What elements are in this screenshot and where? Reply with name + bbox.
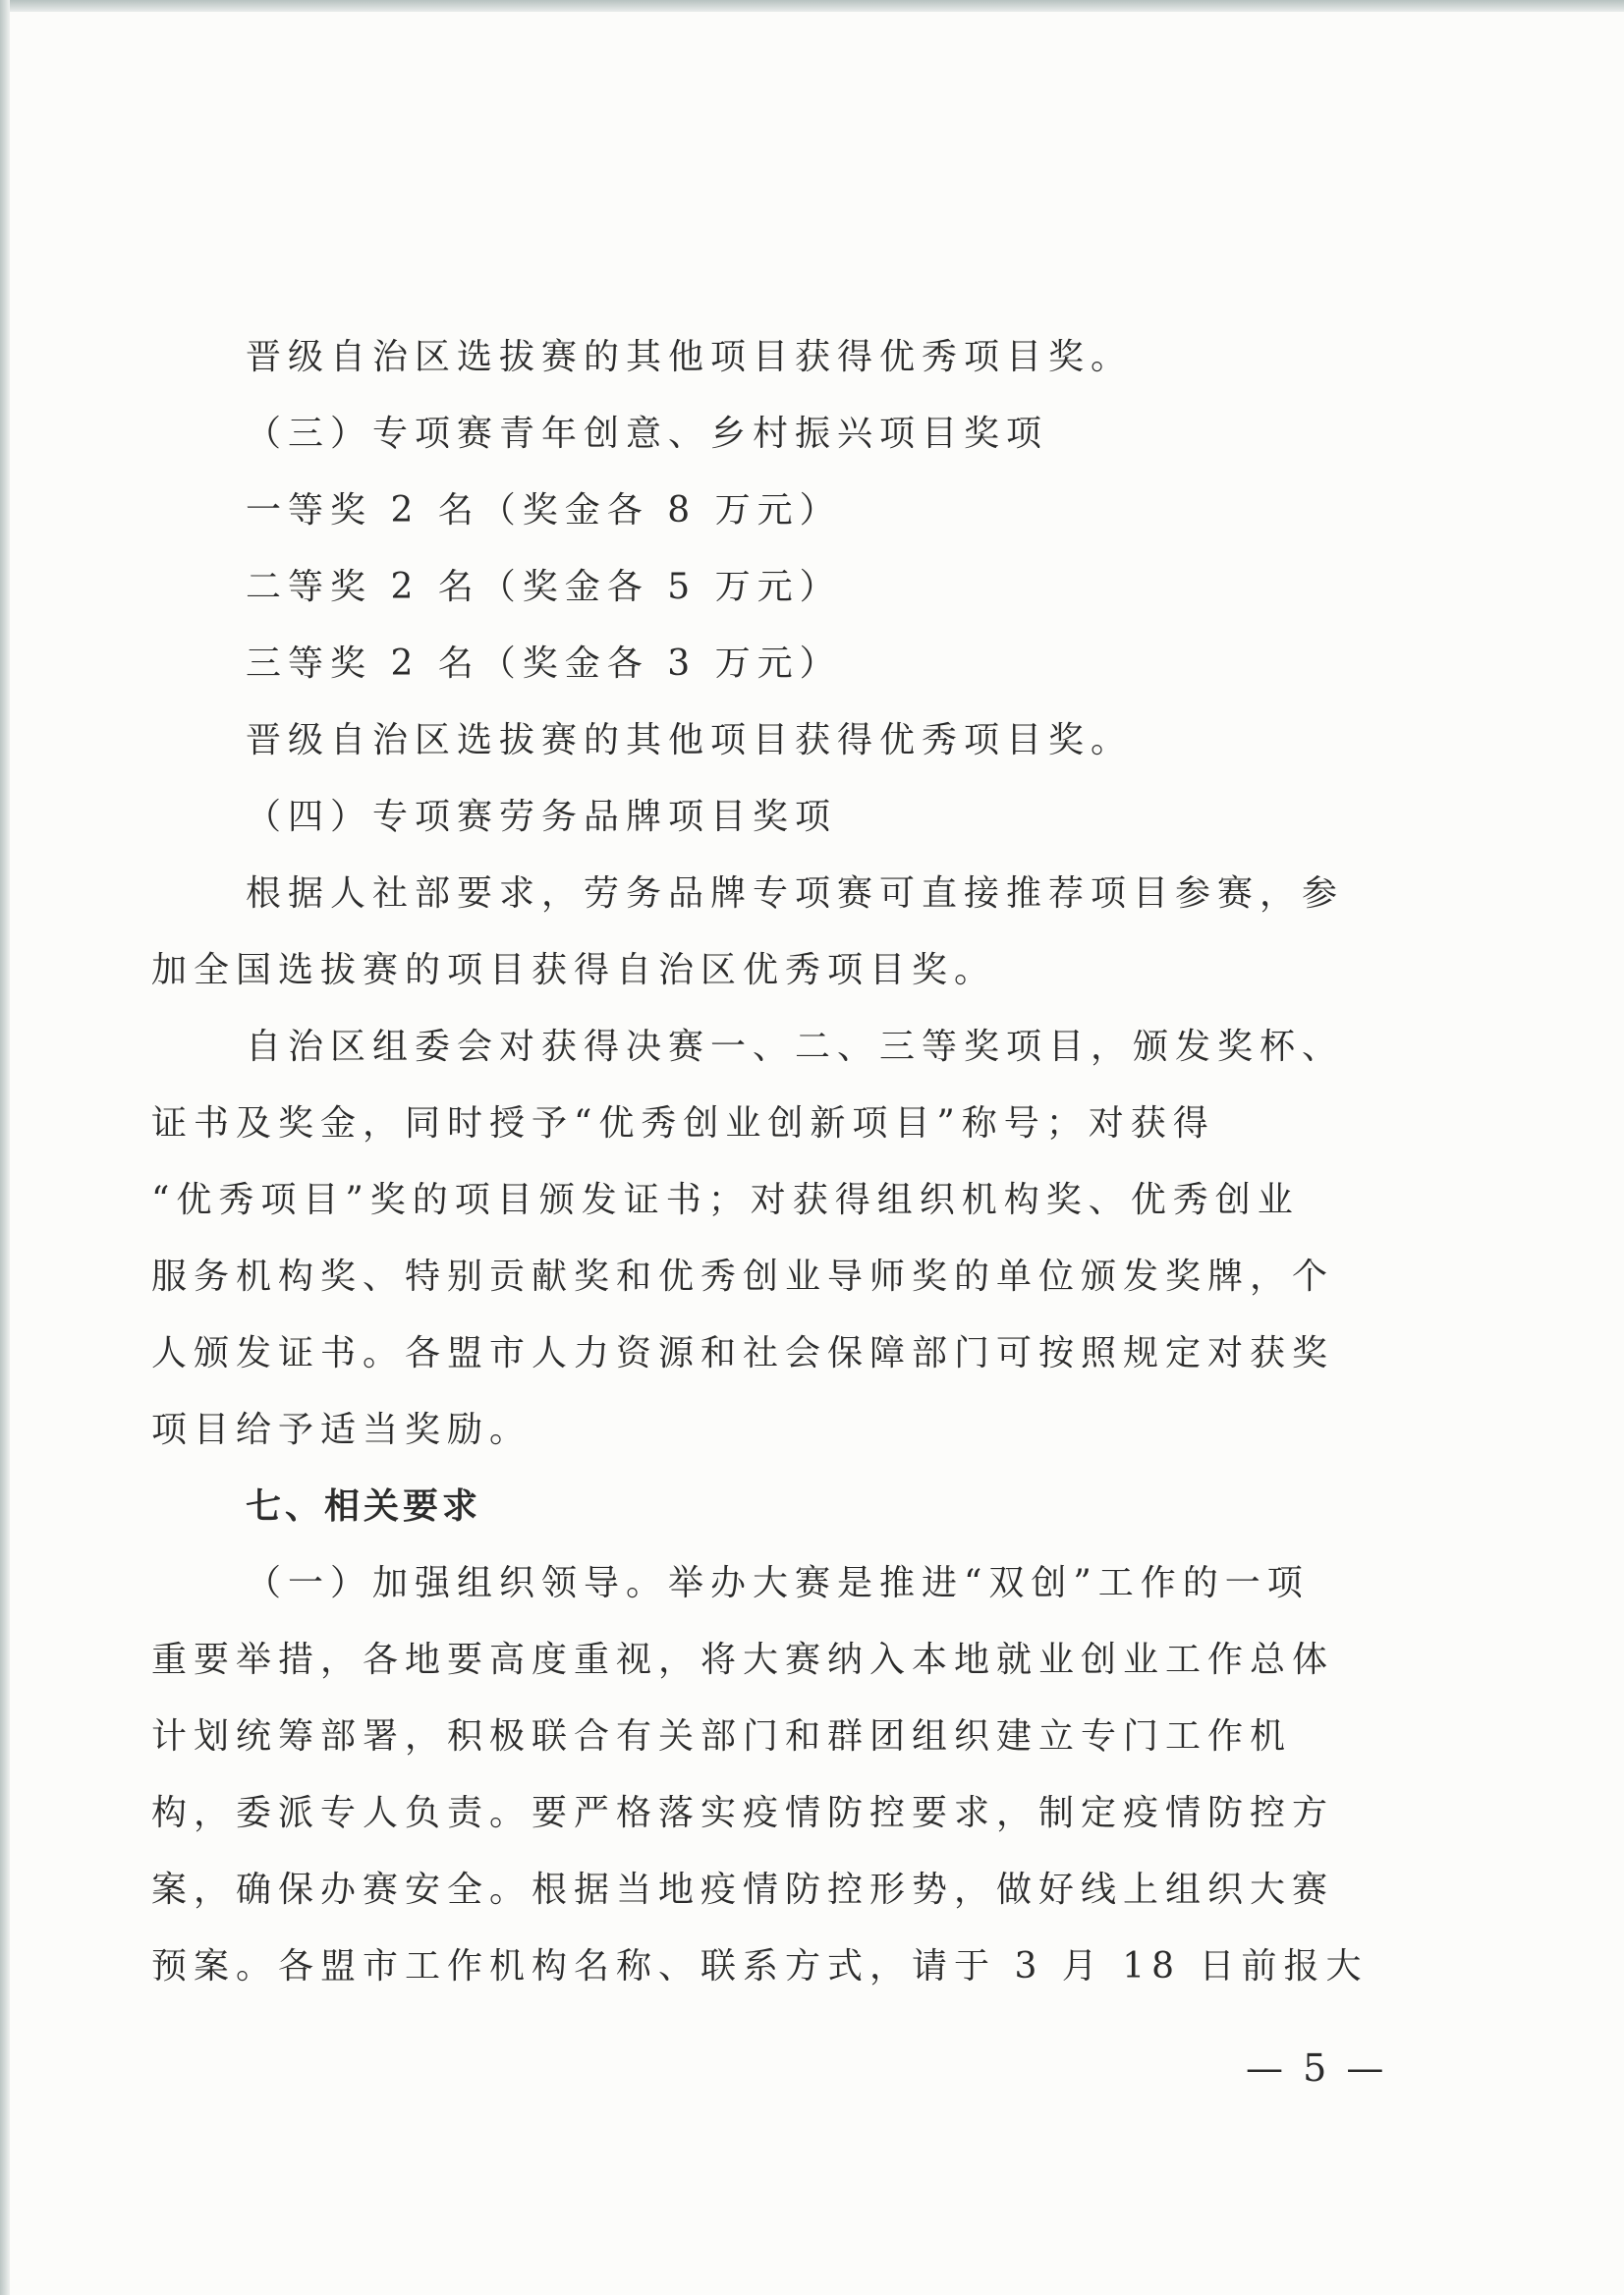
paragraph-line-21: 案，确保办赛安全。根据当地疫情防控形势，做好线上组织大赛 xyxy=(151,1870,1335,1910)
paragraph-line-1: 晋级自治区选拔赛的其他项目获得优秀项目奖。 xyxy=(246,337,1134,377)
page-number: — 5 — xyxy=(1246,2046,1388,2090)
paragraph-line-10: 自治区组委会对获得决赛一、二、三等奖项目，颁发奖杯、 xyxy=(246,1027,1345,1067)
paragraph-line-22: 预案。各盟市工作机构名称、联系方式，请于 3 月 18 日前报大 xyxy=(151,1946,1369,1987)
paragraph-line-19: 计划统筹部署，积极联合有关部门和群团组织建立专门工作机 xyxy=(151,1716,1293,1757)
document-body xyxy=(151,319,1405,2005)
scan-edge-left xyxy=(0,0,10,2295)
section-heading-3: （三）专项赛青年创意、乡村振兴项目奖项 xyxy=(246,414,1049,454)
paragraph-line-17: （一）加强组织领导。举办大赛是推进“双创”工作的一项 xyxy=(246,1563,1310,1603)
scan-edge-top xyxy=(0,0,1624,12)
paragraph-line-8: 根据人社部要求，劳务品牌专项赛可直接推荐项目参赛，参 xyxy=(246,873,1345,914)
paragraph-line-9: 加全国选拔赛的项目获得自治区优秀项目奖。 xyxy=(151,950,997,990)
paragraph-line-13: 服务机构奖、特别贡献奖和优秀创业导师奖的单位颁发奖牌，个 xyxy=(151,1257,1335,1297)
third-prize-line: 三等奖 2 名（奖金各 3 万元） xyxy=(246,644,842,684)
paragraph-line-14: 人颁发证书。各盟市人力资源和社会保障部门可按照规定对获奖 xyxy=(151,1333,1335,1373)
paragraph-line-11: 证书及奖金，同时授予“优秀创业创新项目”称号；对获得 xyxy=(151,1103,1215,1144)
paragraph-line-18: 重要举措，各地要高度重视，将大赛纳入本地就业创业工作总体 xyxy=(151,1640,1335,1680)
paragraph-line-15: 项目给予适当奖励。 xyxy=(151,1410,532,1450)
first-prize-line: 一等奖 2 名（奖金各 8 万元） xyxy=(246,490,842,531)
chapter-heading-7: 七、相关要求 xyxy=(246,1486,482,1527)
paragraph-line-20: 构，委派专人负责。要严格落实疫情防控要求，制定疫情防控方 xyxy=(151,1793,1335,1833)
paragraph-line-6: 晋级自治区选拔赛的其他项目获得优秀项目奖。 xyxy=(246,720,1134,760)
second-prize-line: 二等奖 2 名（奖金各 5 万元） xyxy=(246,567,842,607)
section-heading-4: （四）专项赛劳务品牌项目奖项 xyxy=(246,797,838,837)
paragraph-line-12: “优秀项目”奖的项目颁发证书；对获得组织机构奖、优秀创业 xyxy=(151,1180,1300,1220)
